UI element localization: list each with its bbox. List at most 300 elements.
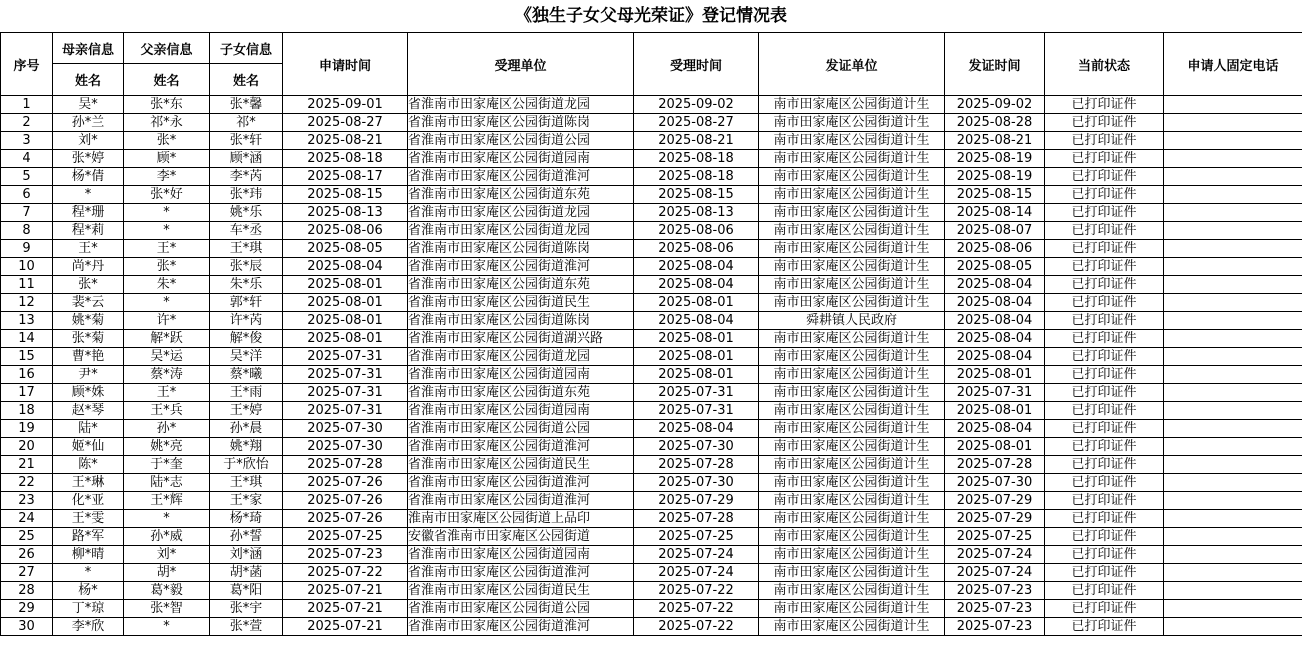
cell-mother-name: 尚*丹	[53, 258, 124, 276]
cell-accept-time: 2025-08-01	[634, 294, 759, 312]
cell-issue-time: 2025-08-06	[945, 240, 1045, 258]
table-row	[1, 330, 1302, 348]
header-issue-unit: 发证单位	[759, 33, 945, 96]
cell-phone	[1164, 456, 1302, 474]
cell-accept-unit: 省淮南市田家庵区公园街道东苑	[408, 276, 634, 294]
cell-mother-name: 顾*姝	[53, 384, 124, 402]
cell-issue-unit: 南市田家庵区公园街道计生	[759, 240, 945, 258]
cell-mother-name: 姬*仙	[53, 438, 124, 456]
cell-issue-unit: 南市田家庵区公园街道计生	[759, 582, 945, 600]
cell-father-name: 王*	[124, 384, 210, 402]
cell-issue-time: 2025-08-04	[945, 294, 1045, 312]
cell-child-name: 车*丞	[210, 222, 283, 240]
cell-issue-unit: 南市田家庵区公园街道计生	[759, 258, 945, 276]
cell-child-name: 张*萱	[210, 618, 283, 636]
cell-issue-unit: 南市田家庵区公园街道计生	[759, 276, 945, 294]
cell-father-name: *	[124, 222, 210, 240]
cell-phone	[1164, 384, 1302, 402]
cell-father-name: *	[124, 510, 210, 528]
table-row	[1, 384, 1302, 402]
cell-accept-unit: 省淮南市田家庵区公园街道园南	[408, 366, 634, 384]
cell-child-name: 姚*乐	[210, 204, 283, 222]
cell-phone	[1164, 186, 1302, 204]
cell-child-name: 张*宇	[210, 600, 283, 618]
cell-child-name: 解*俊	[210, 330, 283, 348]
cell-phone	[1164, 528, 1302, 546]
cell-accept-time: 2025-08-13	[634, 204, 759, 222]
cell-phone	[1164, 402, 1302, 420]
cell-accept-unit: 省淮南市田家庵区公园街道淮河	[408, 438, 634, 456]
cell-status: 已打印证件	[1045, 96, 1164, 114]
table-row	[1, 600, 1302, 618]
cell-mother-name: 王*	[53, 240, 124, 258]
cell-phone	[1164, 438, 1302, 456]
header-accept-unit: 受理单位	[408, 33, 634, 96]
cell-status: 已打印证件	[1045, 492, 1164, 510]
cell-seq: 13	[1, 312, 53, 330]
cell-mother-name: 丁*琼	[53, 600, 124, 618]
header-father-name: 姓名	[124, 64, 210, 96]
cell-accept-unit: 省淮南市田家庵区公园街道公园	[408, 420, 634, 438]
cell-issue-time: 2025-08-04	[945, 348, 1045, 366]
cell-seq: 14	[1, 330, 53, 348]
cell-seq: 24	[1, 510, 53, 528]
cell-seq: 25	[1, 528, 53, 546]
cell-seq: 3	[1, 132, 53, 150]
cell-accept-time: 2025-08-04	[634, 420, 759, 438]
cell-status: 已打印证件	[1045, 384, 1164, 402]
table-row	[1, 312, 1302, 330]
cell-apply-time: 2025-08-01	[283, 312, 408, 330]
cell-issue-unit: 南市田家庵区公园街道计生	[759, 186, 945, 204]
cell-issue-unit: 南市田家庵区公园街道计生	[759, 438, 945, 456]
cell-apply-time: 2025-08-18	[283, 150, 408, 168]
cell-father-name: *	[124, 294, 210, 312]
cell-apply-time: 2025-07-31	[283, 348, 408, 366]
cell-accept-time: 2025-09-02	[634, 96, 759, 114]
cell-status: 已打印证件	[1045, 510, 1164, 528]
cell-mother-name: 尹*	[53, 366, 124, 384]
cell-issue-unit: 南市田家庵区公园街道计生	[759, 402, 945, 420]
cell-phone	[1164, 510, 1302, 528]
table-row	[1, 564, 1302, 582]
table-row	[1, 510, 1302, 528]
cell-accept-time: 2025-08-21	[634, 132, 759, 150]
cell-apply-time: 2025-08-06	[283, 222, 408, 240]
cell-father-name: 顾*	[124, 150, 210, 168]
cell-status: 已打印证件	[1045, 276, 1164, 294]
cell-status: 已打印证件	[1045, 258, 1164, 276]
cell-accept-time: 2025-07-22	[634, 618, 759, 636]
cell-father-name: 许*	[124, 312, 210, 330]
cell-seq: 6	[1, 186, 53, 204]
cell-child-name: 朱*乐	[210, 276, 283, 294]
cell-mother-name: 陆*	[53, 420, 124, 438]
table-row	[1, 474, 1302, 492]
cell-seq: 30	[1, 618, 53, 636]
cell-issue-unit: 南市田家庵区公园街道计生	[759, 528, 945, 546]
cell-issue-unit: 南市田家庵区公园街道计生	[759, 474, 945, 492]
cell-phone	[1164, 312, 1302, 330]
cell-issue-time: 2025-07-24	[945, 564, 1045, 582]
cell-issue-unit: 南市田家庵区公园街道计生	[759, 420, 945, 438]
cell-father-name: 胡*	[124, 564, 210, 582]
cell-status: 已打印证件	[1045, 186, 1164, 204]
table-row	[1, 150, 1302, 168]
cell-apply-time: 2025-07-21	[283, 618, 408, 636]
cell-apply-time: 2025-07-26	[283, 492, 408, 510]
cell-phone	[1164, 330, 1302, 348]
cell-accept-time: 2025-07-24	[634, 546, 759, 564]
cell-issue-time: 2025-08-04	[945, 420, 1045, 438]
cell-apply-time: 2025-08-01	[283, 330, 408, 348]
cell-accept-time: 2025-07-28	[634, 456, 759, 474]
cell-child-name: 祁*	[210, 114, 283, 132]
cell-mother-name: 柳*晴	[53, 546, 124, 564]
table-row	[1, 492, 1302, 510]
cell-mother-name: 程*珊	[53, 204, 124, 222]
cell-seq: 19	[1, 420, 53, 438]
cell-issue-time: 2025-08-01	[945, 366, 1045, 384]
cell-apply-time: 2025-07-26	[283, 510, 408, 528]
cell-father-name: 蔡*涛	[124, 366, 210, 384]
cell-issue-unit: 南市田家庵区公园街道计生	[759, 204, 945, 222]
cell-child-name: 张*辰	[210, 258, 283, 276]
cell-status: 已打印证件	[1045, 312, 1164, 330]
cell-accept-unit: 省淮南市田家庵区公园街道湖兴路	[408, 330, 634, 348]
cell-issue-time: 2025-08-04	[945, 276, 1045, 294]
cell-issue-unit: 南市田家庵区公园街道计生	[759, 510, 945, 528]
table-title: 《独生子女父母光荣证》登记情况表	[515, 6, 787, 26]
cell-mother-name: *	[53, 186, 124, 204]
table-row	[1, 366, 1302, 384]
cell-issue-time: 2025-08-04	[945, 312, 1045, 330]
cell-phone	[1164, 546, 1302, 564]
cell-issue-time: 2025-08-05	[945, 258, 1045, 276]
cell-accept-unit: 省淮南市田家庵区公园街道淮河	[408, 492, 634, 510]
cell-apply-time: 2025-07-31	[283, 384, 408, 402]
cell-issue-unit: 南市田家庵区公园街道计生	[759, 546, 945, 564]
cell-issue-unit: 南市田家庵区公园街道计生	[759, 114, 945, 132]
cell-accept-unit: 省淮南市田家庵区公园街道陈岗	[408, 240, 634, 258]
cell-seq: 5	[1, 168, 53, 186]
cell-father-name: 李*	[124, 168, 210, 186]
cell-status: 已打印证件	[1045, 294, 1164, 312]
cell-seq: 7	[1, 204, 53, 222]
cell-seq: 28	[1, 582, 53, 600]
cell-seq: 2	[1, 114, 53, 132]
cell-apply-time: 2025-08-13	[283, 204, 408, 222]
cell-mother-name: 张*菊	[53, 330, 124, 348]
cell-child-name: 王*琪	[210, 474, 283, 492]
cell-accept-time: 2025-08-27	[634, 114, 759, 132]
cell-status: 已打印证件	[1045, 456, 1164, 474]
cell-accept-time: 2025-07-24	[634, 564, 759, 582]
cell-phone	[1164, 150, 1302, 168]
header-status: 当前状态	[1045, 33, 1164, 96]
cell-accept-unit: 省淮南市田家庵区公园街道淮河	[408, 564, 634, 582]
cell-status: 已打印证件	[1045, 420, 1164, 438]
cell-accept-unit: 省淮南市田家庵区公园街道园南	[408, 546, 634, 564]
cell-father-name: 陆*志	[124, 474, 210, 492]
cell-phone	[1164, 474, 1302, 492]
cell-phone	[1164, 420, 1302, 438]
cell-father-name: 王*兵	[124, 402, 210, 420]
header-seq: 序号	[1, 33, 53, 96]
cell-mother-name: 路*军	[53, 528, 124, 546]
table-row	[1, 294, 1302, 312]
cell-apply-time: 2025-07-23	[283, 546, 408, 564]
table-row	[1, 222, 1302, 240]
cell-status: 已打印证件	[1045, 150, 1164, 168]
cell-seq: 1	[1, 96, 53, 114]
table-row	[1, 402, 1302, 420]
cell-status: 已打印证件	[1045, 618, 1164, 636]
cell-seq: 17	[1, 384, 53, 402]
cell-status: 已打印证件	[1045, 438, 1164, 456]
cell-accept-time: 2025-07-31	[634, 384, 759, 402]
cell-apply-time: 2025-08-27	[283, 114, 408, 132]
cell-accept-time: 2025-08-18	[634, 168, 759, 186]
cell-issue-time: 2025-07-28	[945, 456, 1045, 474]
cell-accept-unit: 省淮南市田家庵区公园街道民生	[408, 294, 634, 312]
cell-accept-unit: 省淮南市田家庵区公园街道园南	[408, 402, 634, 420]
cell-seq: 11	[1, 276, 53, 294]
cell-issue-unit: 南市田家庵区公园街道计生	[759, 348, 945, 366]
cell-status: 已打印证件	[1045, 546, 1164, 564]
cell-status: 已打印证件	[1045, 564, 1164, 582]
cell-father-name: 葛*毅	[124, 582, 210, 600]
cell-issue-time: 2025-08-15	[945, 186, 1045, 204]
cell-issue-time: 2025-08-28	[945, 114, 1045, 132]
table-header	[1, 33, 1302, 96]
cell-apply-time: 2025-08-01	[283, 276, 408, 294]
header-apply-time: 申请时间	[283, 33, 408, 96]
cell-seq: 15	[1, 348, 53, 366]
cell-child-name: 胡*菡	[210, 564, 283, 582]
cell-phone	[1164, 258, 1302, 276]
cell-apply-time: 2025-07-26	[283, 474, 408, 492]
cell-apply-time: 2025-07-21	[283, 582, 408, 600]
cell-status: 已打印证件	[1045, 114, 1164, 132]
cell-issue-time: 2025-09-02	[945, 96, 1045, 114]
cell-accept-unit: 省淮南市田家庵区公园街道公园	[408, 600, 634, 618]
cell-issue-unit: 南市田家庵区公园街道计生	[759, 492, 945, 510]
cell-accept-time: 2025-07-22	[634, 582, 759, 600]
table-row	[1, 240, 1302, 258]
cell-issue-time: 2025-07-30	[945, 474, 1045, 492]
cell-seq: 29	[1, 600, 53, 618]
cell-seq: 26	[1, 546, 53, 564]
cell-apply-time: 2025-08-15	[283, 186, 408, 204]
cell-mother-name: 陈*	[53, 456, 124, 474]
cell-father-name: 王*辉	[124, 492, 210, 510]
header-phone: 申请人固定电话	[1164, 33, 1302, 96]
table-row	[1, 276, 1302, 294]
cell-issue-time: 2025-07-29	[945, 492, 1045, 510]
registration-table	[0, 32, 1302, 636]
table-body	[1, 96, 1302, 636]
cell-child-name: 刘*涵	[210, 546, 283, 564]
cell-child-name: 孙*晨	[210, 420, 283, 438]
cell-mother-name: 程*莉	[53, 222, 124, 240]
cell-child-name: 张*馨	[210, 96, 283, 114]
cell-father-name: 孙*威	[124, 528, 210, 546]
cell-accept-unit: 省淮南市田家庵区公园街道淮河	[408, 474, 634, 492]
cell-phone	[1164, 366, 1302, 384]
cell-mother-name: 李*欣	[53, 618, 124, 636]
cell-accept-time: 2025-08-04	[634, 312, 759, 330]
cell-seq: 22	[1, 474, 53, 492]
cell-father-name: 王*	[124, 240, 210, 258]
cell-status: 已打印证件	[1045, 132, 1164, 150]
cell-issue-unit: 南市田家庵区公园街道计生	[759, 384, 945, 402]
cell-issue-time: 2025-07-23	[945, 618, 1045, 636]
cell-seq: 16	[1, 366, 53, 384]
table-row	[1, 96, 1302, 114]
cell-issue-time: 2025-07-24	[945, 546, 1045, 564]
cell-mother-name: 曹*艳	[53, 348, 124, 366]
cell-child-name: 姚*翔	[210, 438, 283, 456]
cell-child-name: 郭*轩	[210, 294, 283, 312]
cell-accept-time: 2025-08-04	[634, 276, 759, 294]
cell-accept-unit: 省淮南市田家庵区公园街道龙园	[408, 222, 634, 240]
cell-issue-unit: 南市田家庵区公园街道计生	[759, 132, 945, 150]
cell-accept-unit: 省淮南市田家庵区公园街道淮河	[408, 258, 634, 276]
cell-phone	[1164, 618, 1302, 636]
cell-accept-time: 2025-08-04	[634, 258, 759, 276]
cell-issue-time: 2025-08-01	[945, 438, 1045, 456]
cell-father-name: 张*	[124, 258, 210, 276]
table-row	[1, 204, 1302, 222]
cell-issue-time: 2025-07-29	[945, 510, 1045, 528]
cell-father-name: 祁*永	[124, 114, 210, 132]
cell-mother-name: 张*	[53, 276, 124, 294]
cell-accept-time: 2025-07-30	[634, 438, 759, 456]
cell-status: 已打印证件	[1045, 528, 1164, 546]
cell-status: 已打印证件	[1045, 204, 1164, 222]
cell-issue-unit: 南市田家庵区公园街道计生	[759, 96, 945, 114]
cell-apply-time: 2025-07-30	[283, 438, 408, 456]
cell-child-name: 王*家	[210, 492, 283, 510]
table-row	[1, 258, 1302, 276]
table-row	[1, 420, 1302, 438]
cell-apply-time: 2025-07-22	[283, 564, 408, 582]
cell-mother-name: 刘*	[53, 132, 124, 150]
cell-child-name: 顾*涵	[210, 150, 283, 168]
cell-phone	[1164, 348, 1302, 366]
cell-seq: 20	[1, 438, 53, 456]
cell-mother-name: 杨*	[53, 582, 124, 600]
cell-child-name: 王*雨	[210, 384, 283, 402]
cell-accept-unit: 淮南市田家庵区公园街道上品印	[408, 510, 634, 528]
table-row	[1, 546, 1302, 564]
cell-child-name: 李*芮	[210, 168, 283, 186]
cell-seq: 21	[1, 456, 53, 474]
cell-child-name: 许*芮	[210, 312, 283, 330]
cell-apply-time: 2025-07-28	[283, 456, 408, 474]
cell-child-name: 吴*洋	[210, 348, 283, 366]
cell-seq: 18	[1, 402, 53, 420]
cell-phone	[1164, 132, 1302, 150]
cell-issue-unit: 南市田家庵区公园街道计生	[759, 294, 945, 312]
cell-accept-time: 2025-07-22	[634, 600, 759, 618]
cell-mother-name: 化*亚	[53, 492, 124, 510]
cell-status: 已打印证件	[1045, 366, 1164, 384]
cell-child-name: 葛*阳	[210, 582, 283, 600]
cell-accept-time: 2025-07-29	[634, 492, 759, 510]
cell-child-name: 蔡*曦	[210, 366, 283, 384]
cell-accept-time: 2025-07-31	[634, 402, 759, 420]
cell-accept-unit: 省淮南市田家庵区公园街道淮河	[408, 618, 634, 636]
cell-mother-name: 杨*倩	[53, 168, 124, 186]
cell-issue-unit: 南市田家庵区公园街道计生	[759, 564, 945, 582]
cell-apply-time: 2025-08-04	[283, 258, 408, 276]
cell-issue-time: 2025-08-21	[945, 132, 1045, 150]
cell-status: 已打印证件	[1045, 240, 1164, 258]
cell-mother-name: 张*婷	[53, 150, 124, 168]
cell-issue-time: 2025-08-01	[945, 402, 1045, 420]
cell-accept-unit: 省淮南市田家庵区公园街道龙园	[408, 348, 634, 366]
cell-issue-unit: 南市田家庵区公园街道计生	[759, 366, 945, 384]
cell-mother-name: *	[53, 564, 124, 582]
table-row	[1, 582, 1302, 600]
cell-mother-name: 裴*云	[53, 294, 124, 312]
cell-seq: 8	[1, 222, 53, 240]
cell-child-name: 王*琪	[210, 240, 283, 258]
cell-status: 已打印证件	[1045, 582, 1164, 600]
table-row	[1, 348, 1302, 366]
table-row	[1, 168, 1302, 186]
cell-issue-time: 2025-07-23	[945, 582, 1045, 600]
cell-father-name: 孙*	[124, 420, 210, 438]
cell-issue-time: 2025-07-25	[945, 528, 1045, 546]
cell-phone	[1164, 564, 1302, 582]
cell-child-name: 孙*誓	[210, 528, 283, 546]
header-child-name: 姓名	[210, 64, 283, 96]
cell-father-name: 张*好	[124, 186, 210, 204]
cell-status: 已打印证件	[1045, 330, 1164, 348]
cell-accept-unit: 省淮南市田家庵区公园街道龙园	[408, 96, 634, 114]
cell-status: 已打印证件	[1045, 402, 1164, 420]
cell-accept-time: 2025-08-01	[634, 366, 759, 384]
cell-phone	[1164, 276, 1302, 294]
cell-seq: 9	[1, 240, 53, 258]
header-mother-name: 姓名	[53, 64, 124, 96]
cell-accept-time: 2025-08-18	[634, 150, 759, 168]
cell-accept-unit: 省淮南市田家庵区公园街道淮河	[408, 168, 634, 186]
cell-accept-time: 2025-08-06	[634, 222, 759, 240]
cell-child-name: 于*欣怡	[210, 456, 283, 474]
cell-status: 已打印证件	[1045, 168, 1164, 186]
cell-accept-time: 2025-07-25	[634, 528, 759, 546]
cell-apply-time: 2025-07-31	[283, 402, 408, 420]
table-row	[1, 528, 1302, 546]
table-row	[1, 186, 1302, 204]
table-row	[1, 456, 1302, 474]
cell-child-name: 杨*琦	[210, 510, 283, 528]
cell-mother-name: 王*雯	[53, 510, 124, 528]
cell-father-name: 张*东	[124, 96, 210, 114]
cell-apply-time: 2025-09-01	[283, 96, 408, 114]
cell-issue-unit: 南市田家庵区公园街道计生	[759, 618, 945, 636]
cell-status: 已打印证件	[1045, 348, 1164, 366]
cell-phone	[1164, 240, 1302, 258]
cell-child-name: 张*轩	[210, 132, 283, 150]
cell-accept-unit: 省淮南市田家庵区公园街道园南	[408, 150, 634, 168]
cell-apply-time: 2025-07-21	[283, 600, 408, 618]
cell-apply-time: 2025-07-31	[283, 366, 408, 384]
